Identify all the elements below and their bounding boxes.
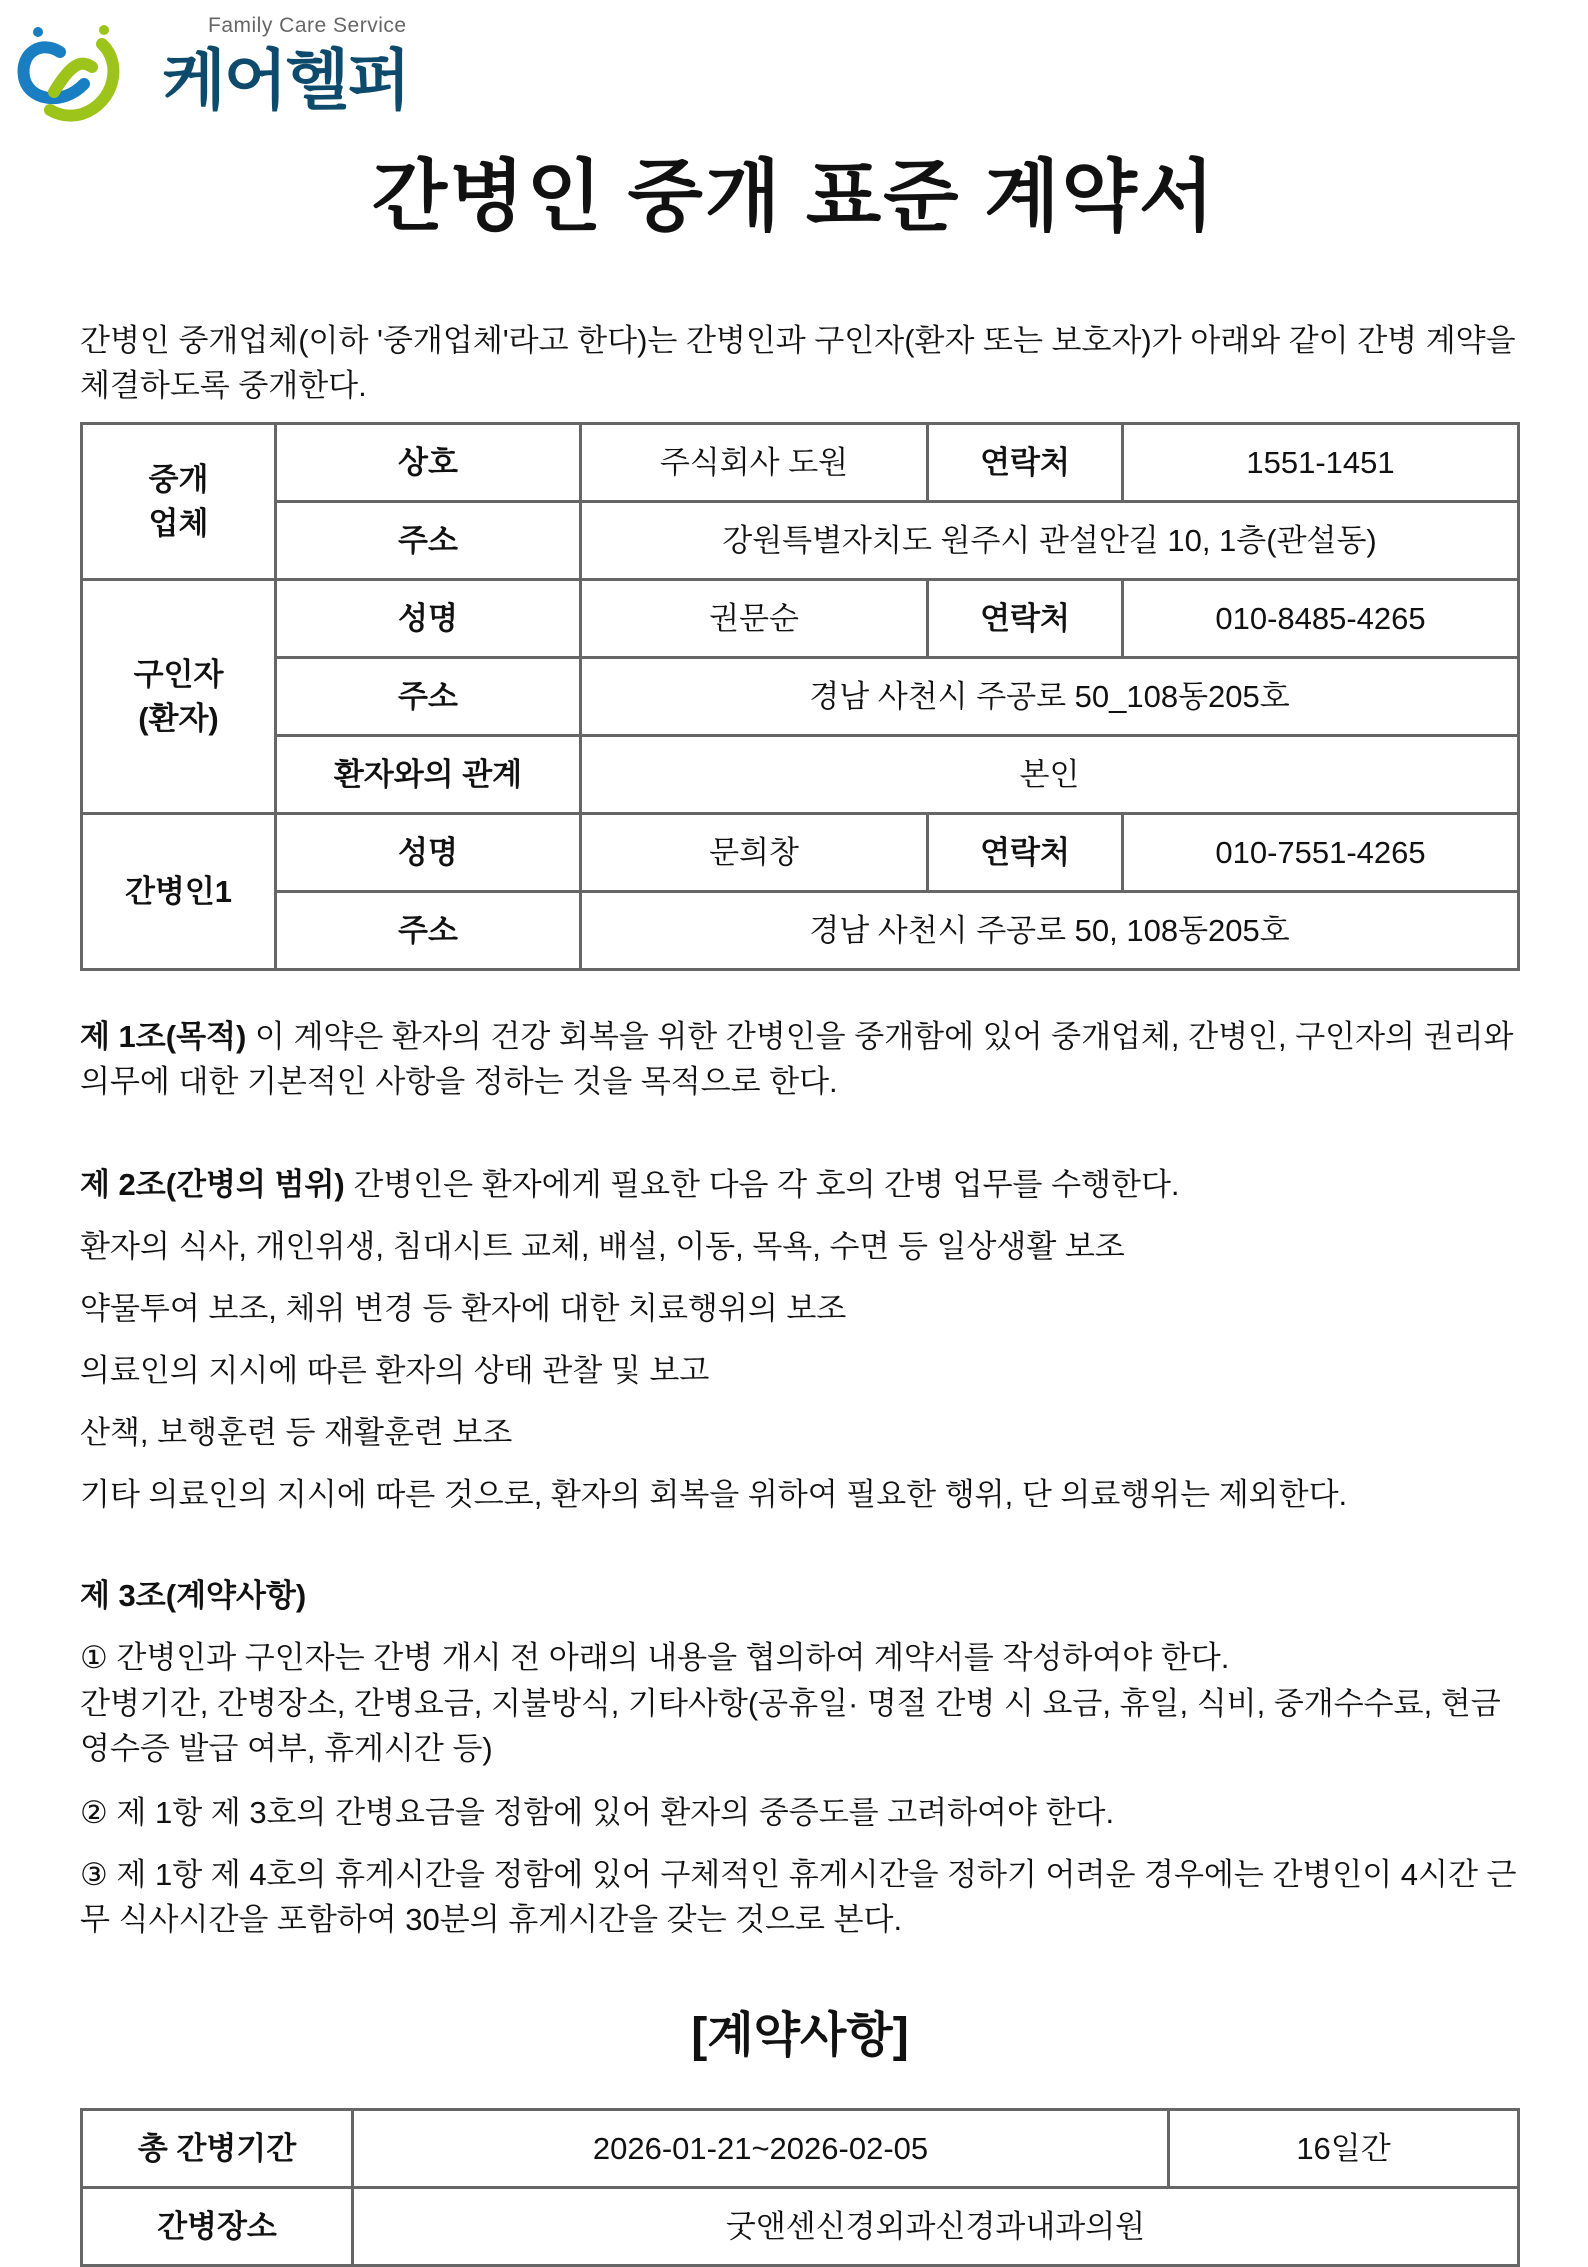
logo-name: 케어헬퍼: [162, 43, 410, 117]
cell-label: 총 간병기간: [82, 2110, 353, 2188]
article-heading: 제 2조(간병의 범위): [80, 1167, 345, 1202]
logo-mark-icon: [12, 22, 142, 122]
care-days: 16일간: [1169, 2110, 1519, 2188]
intro-text: 간병인 중개업체(이하 '중개업체'라고 한다)는 간병인과 구인자(환자 또는 보호자)가 아래와 같이 간병 계약을 체결하도록 중개한다.: [80, 323, 1516, 403]
article-heading: 제 3조(계약사항): [80, 1578, 307, 1613]
cell-label: 성명: [276, 580, 581, 658]
article-1: [80, 1014, 1520, 1104]
list-item: 약물투여 보조, 체위 변경 등 환자에 대한 치료행위의 보조: [80, 1291, 847, 1326]
document-body: [80, 318, 1520, 2267]
clause: 간병기간, 간병장소, 간병요금, 지불방식, 기타사항(공휴일· 명절 간병 시 요금, 휴일, 식비, 중개수수료, 현금영수증 발급 여부, 휴게시간 등): [80, 1686, 1501, 1766]
client-label: 구인자 (환자): [82, 580, 276, 814]
agency-contact: 1551-1451: [1123, 424, 1519, 502]
cell-label: 주소: [276, 892, 581, 970]
caregiver-label: 간병인1: [82, 814, 276, 970]
list-item: 산책, 보행훈련 등 재활훈련 보조: [80, 1415, 513, 1450]
client-address: 경남 사천시 주공로 50_108동205호: [581, 658, 1519, 736]
article-2: [80, 1162, 1520, 1207]
article-heading: 제 1조(목적): [80, 1019, 247, 1054]
contract-heading: [계약사항]: [691, 2009, 909, 2062]
cell-label: 성명: [276, 814, 581, 892]
article-text: 간병인은 환자에게 필요한 다음 각 호의 간병 업무를 수행한다.: [344, 1167, 1180, 1202]
client-relation: 본인: [581, 736, 1519, 814]
list-item: 기타 의료인의 지시에 따른 것으로, 환자의 회복을 위하여 필요한 행위, 단 의료행위는 제외한다.: [80, 1477, 1348, 1512]
cell-label: 환자와의 관계: [276, 736, 581, 814]
cell-label: 연락처: [928, 814, 1123, 892]
caregiver-name: 문희창: [581, 814, 928, 892]
client-contact: 010-8485-4265: [1123, 580, 1519, 658]
caregiver-contact: 010-7551-4265: [1123, 814, 1519, 892]
page-title: 간병인 중개 표준 계약서: [371, 152, 1217, 240]
logo-tagline: Family Care Service: [208, 14, 407, 37]
cell-label: 상호: [276, 424, 581, 502]
cell-label: 주소: [276, 502, 581, 580]
agency-address: 강원특별자치도 원주시 관설안길 10, 1층(관설동): [581, 502, 1519, 580]
contract-table: [80, 2108, 1520, 2267]
care-place: 굿앤센신경외과신경과내과의원: [353, 2188, 1519, 2266]
clause: ③ 제 1항 제 4호의 휴게시간을 정함에 있어 구체적인 휴게시간을 정하기 어려운 경우에는 간병인이 4시간 근무 식사시간을 포함하여 30분의 휴게시간을 갖는 것으로 본다.: [80, 1857, 1517, 1937]
agency-label: 중개 업체: [82, 424, 276, 580]
cell-label: 간병장소: [82, 2188, 353, 2266]
clause: ② 제 1항 제 3호의 간병요금을 정함에 있어 환자의 중증도를 고려하여야 한다.: [80, 1795, 1115, 1830]
client-name: 권문순: [581, 580, 928, 658]
list-item: 환자의 식사, 개인위생, 침대시트 교체, 배설, 이동, 목욕, 수면 등 일상생활 보조: [80, 1229, 1125, 1264]
cell-label: 연락처: [928, 424, 1123, 502]
care-helper-logo: [12, 14, 412, 124]
list-item: 의료인의 지시에 따른 환자의 상태 관찰 및 보고: [80, 1353, 710, 1388]
clause: ① 간병인과 구인자는 간병 개시 전 아래의 내용을 협의하여 계약서를 작성하여야 한다.: [80, 1640, 1230, 1675]
caregiver-address: 경남 사천시 주공로 50, 108동205호: [581, 892, 1519, 970]
care-period: 2026-01-21~2026-02-05: [353, 2110, 1169, 2188]
cell-label: 주소: [276, 658, 581, 736]
parties-table: [80, 422, 1520, 971]
article-text: 이 계약은 환자의 건강 회복을 위한 간병인을 중개함에 있어 중개업체, 간병인, 구인자의 권리와 의무에 대한 기본적인 사항을 정하는 것을 목적으로 한다.: [80, 1019, 1514, 1099]
agency-name: 주식회사 도원: [581, 424, 928, 502]
cell-label: 연락처: [928, 580, 1123, 658]
